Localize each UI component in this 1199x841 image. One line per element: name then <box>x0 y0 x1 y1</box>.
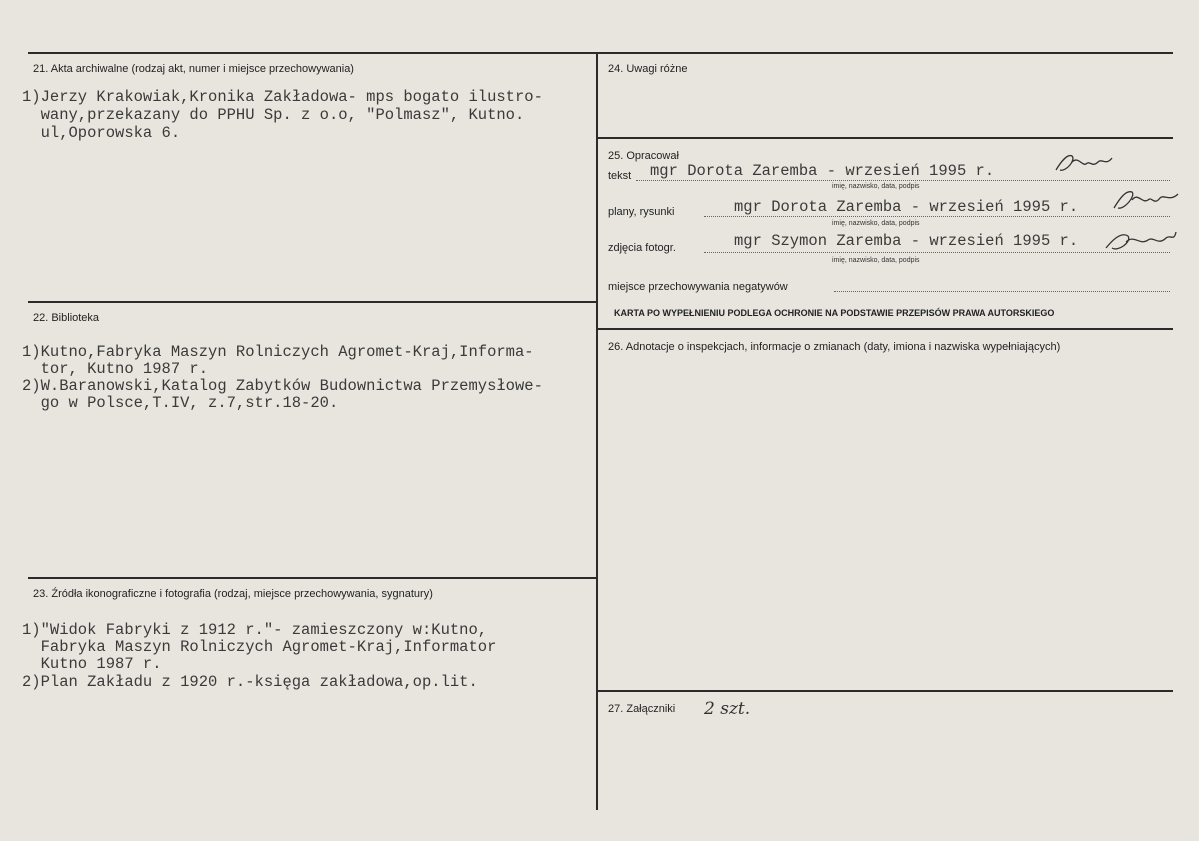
rule-24-25 <box>597 137 1173 139</box>
section-21-line: 1)Jerzy Krakowiak,Kronika Zakładowa- mps bogato ilustro- <box>22 88 543 106</box>
section-22-line: 2)W.Baranowski,Katalog Zabytków Budownictwa Przemysłowe- <box>22 377 543 395</box>
zdjecia-value: mgr Szymon Zaremba - wrzesień 1995 r. <box>734 232 1079 250</box>
center-divider <box>596 52 598 810</box>
section-22-line: tor, Kutno 1987 r. <box>22 360 209 378</box>
zdjecia-caption: imię, nazwisko, data, podpis <box>832 257 920 264</box>
section-23-line: 2)Plan Zakładu z 1920 r.-księga zakładowa,op.lit. <box>22 673 478 691</box>
negatywy-label: miejsce przechowywania negatywów <box>608 281 788 293</box>
section-21-label: 21. Akta archiwalne (rodzaj akt, numer i miejsce przechowywania) <box>33 63 354 75</box>
tekst-caption: imię, nazwisko, data, podpis <box>832 183 920 190</box>
plany-dotted-line <box>704 216 1170 217</box>
rule-21-22 <box>28 301 597 303</box>
zdjecia-label: zdjęcia fotogr. <box>608 242 676 254</box>
section-21-line: ul,Oporowska 6. <box>22 124 181 142</box>
plany-caption: imię, nazwisko, data, podpis <box>832 220 920 227</box>
section-24-label: 24. Uwagi różne <box>608 63 688 75</box>
section-25-label: 25. Opracował <box>608 150 679 162</box>
section-22-line: go w Polsce,T.IV, z.7,str.18-20. <box>22 394 339 412</box>
negatywy-dotted-line <box>834 291 1170 292</box>
section-26-label: 26. Adnotacje o inspekcjach, informacje o zmianach (daty, imiona i nazwiska wypełniających) <box>608 341 1061 353</box>
rule-22-23 <box>28 577 597 579</box>
tekst-dotted-line <box>636 180 1170 181</box>
copyright-notice: KARTA PO WYPEŁNIENIU PODLEGA OCHRONIE NA PODSTAWIE PRZEPISÓW PRAWA AUTORSKIEGO <box>614 308 1055 318</box>
section-23-line: Kutno 1987 r. <box>22 655 162 673</box>
rule-25-26 <box>597 328 1173 330</box>
section-23-label: 23. Źródła ikonograficzne i fotografia (rodzaj, miejsce przechowywania, sygnatury) <box>33 588 433 600</box>
rule-26-27 <box>597 690 1173 692</box>
signature-szymon <box>1100 222 1180 256</box>
section-27-label: 27. Załączniki <box>608 703 676 715</box>
top-rule <box>28 52 1173 54</box>
section-22-label: 22. Biblioteka <box>33 312 100 324</box>
plany-label: plany, rysunki <box>608 206 675 218</box>
signature-dorota-2 <box>1110 184 1182 214</box>
attachments-value: 2 szt. <box>704 699 751 719</box>
plany-value: mgr Dorota Zaremba - wrzesień 1995 r. <box>734 198 1079 216</box>
tekst-label: tekst <box>608 170 632 182</box>
section-23-line: Fabryka Maszyn Rolniczych Agromet-Kraj,Informator <box>22 638 497 656</box>
section-21-line: wany,przekazany do PPHU Sp. z o.o, "Polmasz", Kutno. <box>22 106 525 124</box>
section-22-line: 1)Kutno,Fabryka Maszyn Rolniczych Agromet-Kraj,Informa- <box>22 343 534 361</box>
tekst-value: mgr Dorota Zaremba - wrzesień 1995 r. <box>650 162 995 180</box>
signature-dorota-1 <box>1052 150 1122 176</box>
section-23-line: 1)"Widok Fabryki z 1912 r."- zamieszczony w:Kutno, <box>22 621 488 639</box>
